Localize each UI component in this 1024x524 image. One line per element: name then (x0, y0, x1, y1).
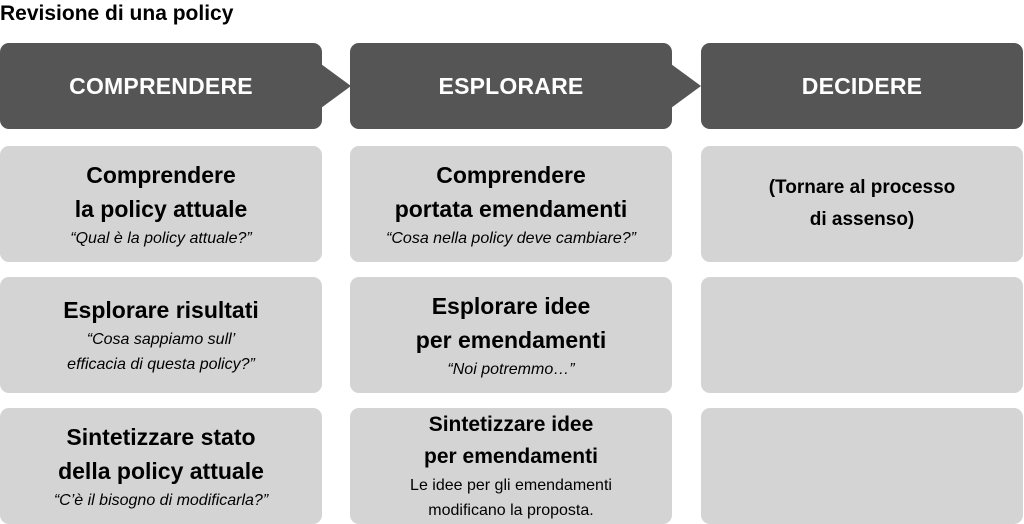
step-comprendere-policy-attuale (0, 146, 322, 262)
step-heading (424, 409, 598, 473)
step-heading-line: per emendamenti (415, 326, 607, 353)
step-sintetizzare-idee-emendamenti (350, 408, 672, 524)
step-heading-line: (Tornare al processo (768, 177, 956, 198)
step-description (410, 473, 612, 523)
step-tornare-processo-assenso (701, 146, 1023, 262)
step-heading (416, 289, 606, 357)
column-header-label: COMPRENDERE (69, 72, 253, 99)
step-heading-line: portata emendamenti (394, 195, 628, 222)
step-question (67, 327, 255, 377)
column-header-esplorare (350, 43, 672, 129)
column-header-decidere (701, 43, 1023, 129)
step-sintetizzare-stato-policy (0, 408, 322, 524)
step-heading-line: Comprendere (86, 161, 236, 188)
column-header-label: ESPLORARE (438, 72, 584, 99)
step-heading-line: della policy attuale (58, 457, 264, 484)
empty-cell (701, 277, 1023, 393)
step-question-line: efficacia di questa policy?” (67, 356, 255, 373)
step-question: “Cosa nella policy deve cambiare?” (386, 229, 636, 247)
step-heading (58, 420, 264, 488)
step-heading-line: Sintetizzare idee (428, 413, 594, 436)
step-heading (63, 293, 259, 327)
column-header-label: DECIDERE (801, 72, 923, 99)
step-heading-line: Comprendere (436, 161, 586, 188)
step-heading-line: Esplorare idee (431, 292, 591, 319)
step-heading-line: la policy attuale (74, 195, 248, 222)
step-description-line: modificano la proposta. (428, 502, 594, 519)
step-heading-line: Esplorare risultati (63, 297, 259, 323)
step-heading (769, 172, 956, 236)
step-comprendere-portata-emendamenti (350, 146, 672, 262)
step-heading-line: Sintetizzare stato (66, 423, 256, 450)
step-heading (395, 158, 628, 226)
arrow-right-icon (671, 64, 701, 108)
arrow-right-icon (321, 64, 351, 108)
step-esplorare-risultati (0, 277, 322, 393)
step-heading (75, 158, 248, 226)
step-heading-line: di assenso) (809, 209, 915, 230)
step-esplorare-idee-emendamenti (350, 277, 672, 393)
column-header-comprendere (0, 43, 322, 129)
step-description-line: Le idee per gli emendamenti (410, 477, 612, 494)
step-question: “C’è il bisogno di modificarla?” (53, 491, 269, 509)
empty-cell (701, 408, 1023, 524)
step-question: “Qual è la policy attuale?” (70, 229, 252, 247)
step-question: “Noi potremmo…” (447, 360, 575, 378)
diagram-title: Revisione di una policy (0, 2, 234, 25)
step-heading-line: per emendamenti (424, 445, 598, 468)
step-question-line: “Cosa sappiamo sull’ (86, 331, 236, 348)
